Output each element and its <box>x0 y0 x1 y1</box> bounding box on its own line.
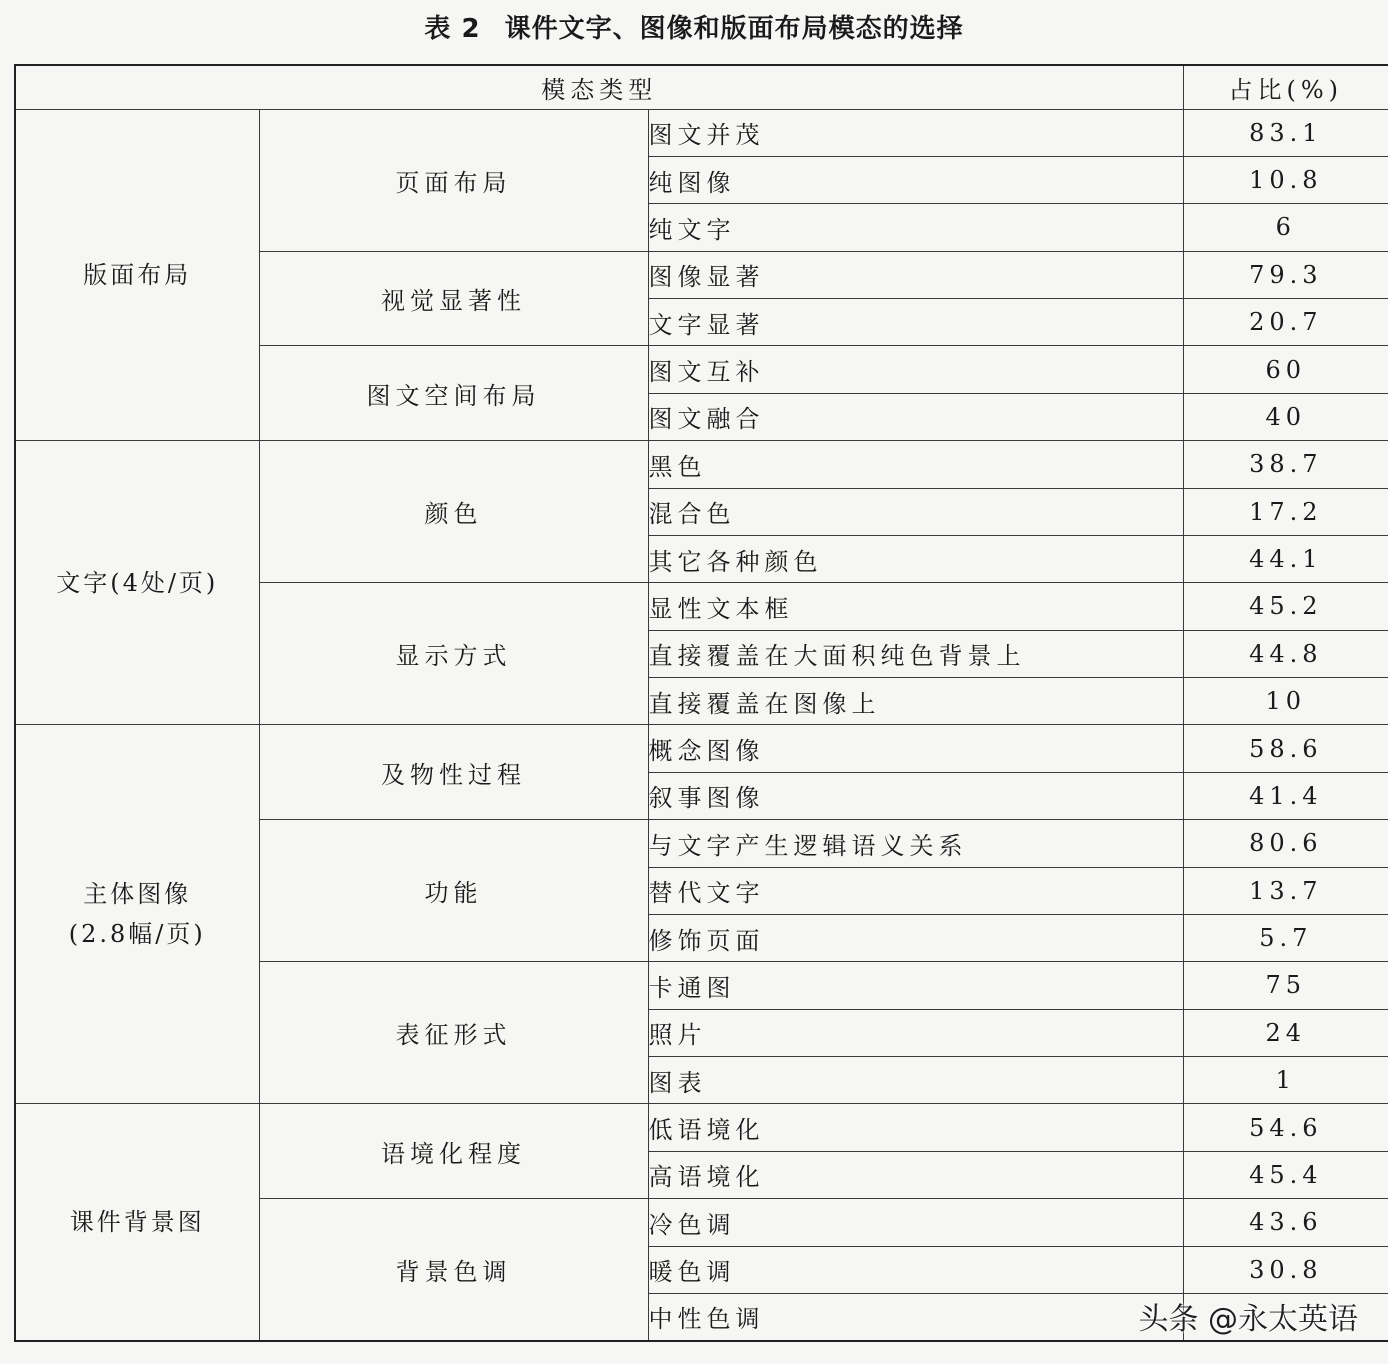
subcategory-cell: 功能 <box>259 820 648 962</box>
item-percent-cell: 45.2 <box>1183 583 1388 630</box>
item-name-cell: 低语境化 <box>648 1104 1183 1151</box>
category-label: 版面布局 <box>83 260 192 289</box>
item-name-cell: 图像显著 <box>648 251 1183 298</box>
item-name-cell: 概念图像 <box>648 725 1183 772</box>
item-percent-cell: 75 <box>1183 962 1388 1009</box>
item-percent-cell: 79.3 <box>1183 251 1388 298</box>
watermark-text: 头条 @永太英语 <box>1138 1302 1358 1337</box>
table-row <box>15 441 1388 488</box>
item-name-cell: 卡通图 <box>648 962 1183 1009</box>
table-caption <box>0 8 1388 45</box>
subcategory-cell: 图文空间布局 <box>259 346 648 441</box>
item-percent-cell: 10 <box>1183 678 1388 725</box>
item-percent-cell: 80.6 <box>1183 820 1388 867</box>
category-label: 主体图像 <box>83 880 192 909</box>
item-percent-cell: 5.7 <box>1183 914 1388 961</box>
header-row <box>15 65 1388 109</box>
item-percent-cell: 83.1 <box>1183 109 1388 156</box>
item-percent-cell: 17.2 <box>1183 488 1388 535</box>
item-name-cell: 图文融合 <box>648 393 1183 440</box>
subcategory-cell: 视觉显著性 <box>259 251 648 346</box>
table-body <box>15 109 1388 1341</box>
item-name-cell: 直接覆盖在图像上 <box>648 678 1183 725</box>
item-name-cell: 中性色调 <box>648 1293 1183 1341</box>
table-title: 课件文字、图像和版面布局模态的选择 <box>504 14 964 44</box>
table-row <box>15 109 1388 156</box>
item-percent-cell: 1 <box>1183 1057 1388 1104</box>
item-percent-cell: 13.7 <box>1183 867 1388 914</box>
category-cell <box>15 441 259 725</box>
item-name-cell: 图文互补 <box>648 346 1183 393</box>
subcategory-cell: 背景色调 <box>259 1199 648 1341</box>
item-name-cell: 文字显著 <box>648 299 1183 346</box>
category-label: 课件背景图 <box>69 1208 205 1237</box>
header-percent: 占比(%) <box>1183 65 1388 109</box>
item-name-cell: 高语境化 <box>648 1151 1183 1198</box>
item-percent-cell: 41.4 <box>1183 772 1388 819</box>
item-percent-cell: 20.7 <box>1183 299 1388 346</box>
item-name-cell: 修饰页面 <box>648 914 1183 961</box>
subcategory-cell: 表征形式 <box>259 962 648 1104</box>
item-name-cell: 其它各种颜色 <box>648 535 1183 582</box>
item-name-cell: 照片 <box>648 1009 1183 1056</box>
table-row <box>15 725 1388 772</box>
item-percent-cell: 30.8 <box>1183 1246 1388 1293</box>
item-name-cell: 暖色调 <box>648 1246 1183 1293</box>
item-percent-cell: 6 <box>1183 204 1388 251</box>
subcategory-cell: 及物性过程 <box>259 725 648 820</box>
modality-table <box>14 64 1388 1342</box>
subcategory-cell: 语境化程度 <box>259 1104 648 1199</box>
item-name-cell: 图文并茂 <box>648 109 1183 156</box>
item-percent-cell: 45.4 <box>1183 1151 1388 1198</box>
item-name-cell: 混合色 <box>648 488 1183 535</box>
subcategory-cell: 页面布局 <box>259 109 648 251</box>
item-name-cell: 纯图像 <box>648 156 1183 203</box>
item-percent-cell: 43.6 <box>1183 1199 1388 1246</box>
category-sublabel: (2.8幅/页) <box>68 920 206 949</box>
item-name-cell: 冷色调 <box>648 1199 1183 1246</box>
item-name-cell: 替代文字 <box>648 867 1183 914</box>
item-percent-cell: 24 <box>1183 1009 1388 1056</box>
subcategory-cell: 颜色 <box>259 441 648 583</box>
header-modality-type: 模态类型 <box>15 65 1183 109</box>
item-percent-cell: 60 <box>1183 346 1388 393</box>
item-percent-cell: 44.1 <box>1183 535 1388 582</box>
item-percent-cell: 44.8 <box>1183 630 1388 677</box>
table-number: 表 2 <box>424 14 481 44</box>
item-name-cell: 与文字产生逻辑语义关系 <box>648 820 1183 867</box>
category-cell <box>15 725 259 1104</box>
item-name-cell: 黑色 <box>648 441 1183 488</box>
category-cell <box>15 1104 259 1341</box>
item-percent-cell: 10.8 <box>1183 156 1388 203</box>
category-cell <box>15 109 259 441</box>
item-name-cell: 图表 <box>648 1057 1183 1104</box>
item-percent-cell: 54.6 <box>1183 1104 1388 1151</box>
item-name-cell: 叙事图像 <box>648 772 1183 819</box>
table-row <box>15 1104 1388 1151</box>
item-percent-cell: 40 <box>1183 393 1388 440</box>
item-percent-cell: 58.6 <box>1183 725 1388 772</box>
item-percent-cell: 38.7 <box>1183 441 1388 488</box>
item-name-cell: 直接覆盖在大面积纯色背景上 <box>648 630 1183 677</box>
item-name-cell: 显性文本框 <box>648 583 1183 630</box>
subcategory-cell: 显示方式 <box>259 583 648 725</box>
category-label: 文字(4处/页) <box>56 568 219 597</box>
item-name-cell: 纯文字 <box>648 204 1183 251</box>
